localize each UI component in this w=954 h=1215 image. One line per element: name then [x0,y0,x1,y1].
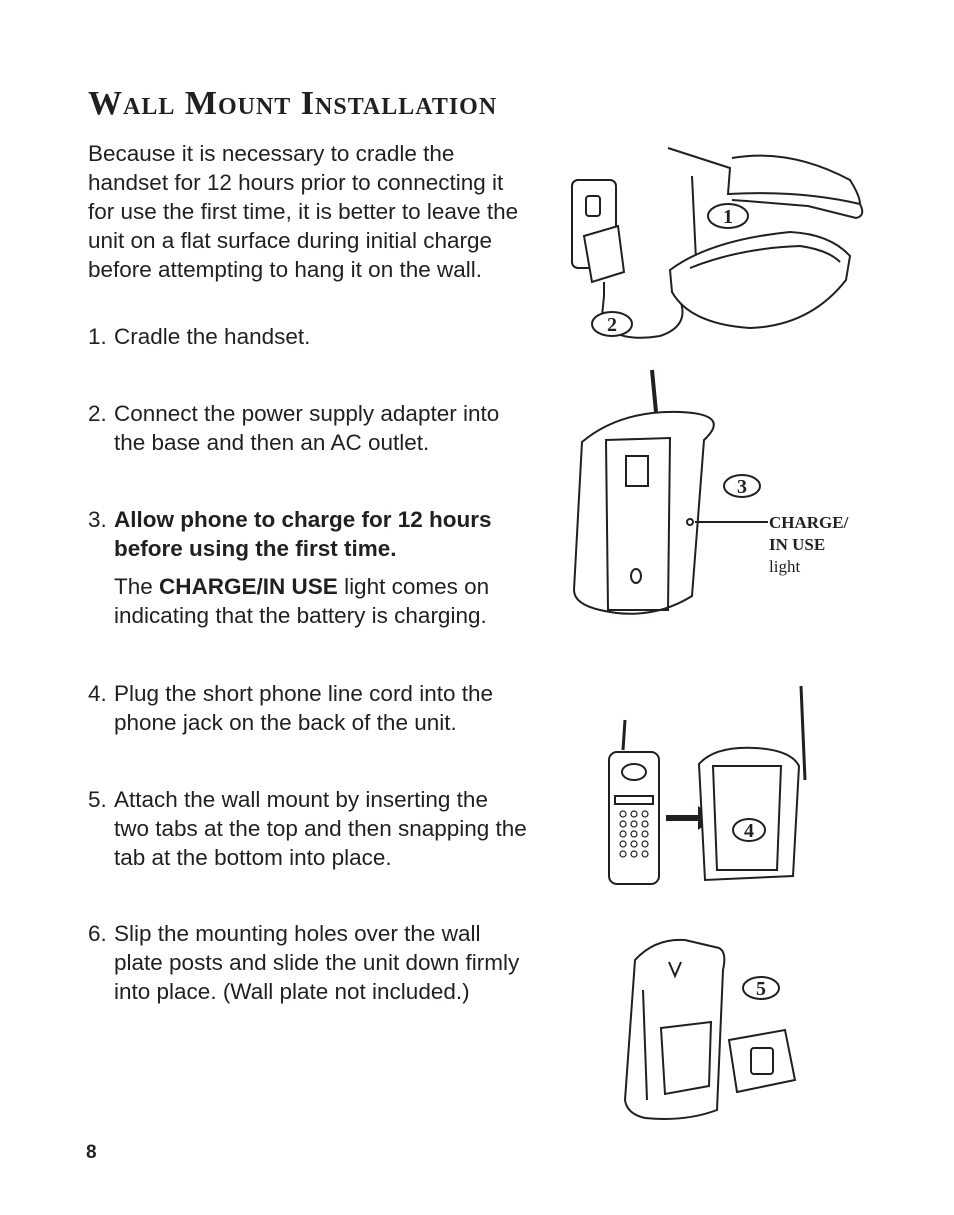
label-line: light [769,557,801,576]
callout-5: 5 [756,978,766,1000]
note-text: light comes on indicating that the battery is charging. [114,574,490,628]
cradle-and-power-illustration [560,140,870,350]
wall-plate [729,1030,795,1092]
callout-1: 1 [723,206,733,228]
intro-paragraph: Because it is necessary to cradle the handset for 12 hours prior to connecting it for use the first time, it is better to leave the unit on a flat surface during initial charge before attempting to hang it on the wall. [88,141,519,282]
step-number: 4. [88,681,107,706]
wall-mount-illustration [615,930,815,1130]
outlet-socket [586,196,600,216]
step-number: 3. [88,507,107,532]
step-3 [88,505,528,563]
step-text: Slip the mounting holes over the wall plate posts and slide the unit down firmly into place. (Wall plate not included.) [114,921,520,1004]
step-text: Plug the short phone line cord into the phone jack on the back of the unit. [114,681,494,735]
step-3-note [114,572,544,630]
handset [668,148,862,218]
base-antenna [652,370,656,412]
base-antenna [801,686,805,780]
callout-2: 2 [607,314,617,336]
note-text: The [114,574,160,599]
step-number: 5. [88,787,107,812]
step-number: 6. [88,921,107,946]
page-title: Wall Mount Installation [88,85,498,122]
step-6 [88,919,528,1006]
step-number: 1. [88,324,107,349]
phone-base-front [574,412,714,614]
step-5 [88,785,528,872]
charge-in-use-label [769,512,848,578]
cordless-handset [609,752,659,884]
power-adapter [584,226,624,282]
base-antenna [692,176,696,260]
label-line: CHARGE/ [769,513,849,532]
label-line: IN USE [769,535,826,554]
step-text: Connect the power supply adapter into the base and then an AC outlet. [114,401,500,455]
handset-antenna [623,720,625,750]
charge-in-use-term: CHARGE/IN USE [159,574,338,599]
callout-4: 4 [744,820,754,842]
step-text: Cradle the handset. [114,324,311,349]
step-1 [88,322,528,351]
callout-3: 3 [737,476,747,498]
handset-top [732,156,860,204]
step-2 [88,399,528,457]
step-4 [88,679,528,737]
phone-base [670,232,850,328]
step-text: Attach the wall mount by inserting the two tabs at the top and then snapping the tab at the bottom into place. [114,787,527,870]
step-text: Allow phone to charge for 12 hours before using the first time. [114,507,492,561]
handset-to-base-illustration [595,680,825,890]
page-number: 8 [86,1142,97,1163]
charge-light-illustration [560,360,890,650]
step-number: 2. [88,401,107,426]
